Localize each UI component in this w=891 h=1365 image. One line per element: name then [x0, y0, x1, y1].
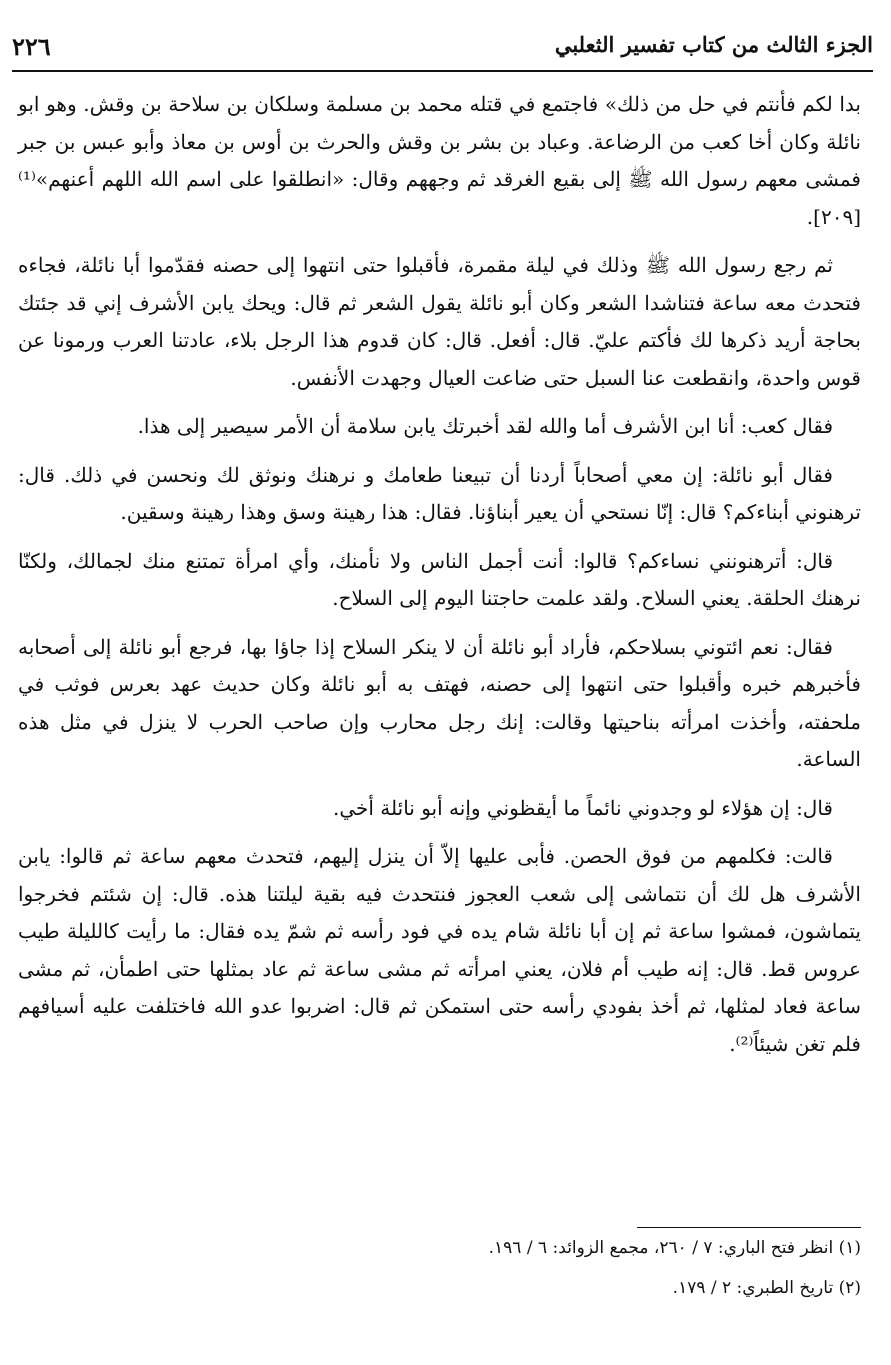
footnotes-section	[18, 1227, 861, 1308]
paragraph-4: فقال أبو نائلة: إن معي أصحاباً أردنا أن تبيعنا طعامك و نرهنك ونوثق لك ونحسن في ذلك. قال: ترهنوني أبناءكم؟ قال: إنّا نستحي أن يعير أبناؤنا. فقال: هذا رهينة وسق وهذا رهينة وسقين.	[18, 462, 861, 524]
header-title: الجزء الثالث من كتاب تفسير الثعلبي	[554, 32, 873, 57]
paragraph-6: فقال: نعم ائتوني بسلاحكم، فأراد أبو نائلة أن لا ينكر السلاح إذا جاؤا بها، فرجع أبو نائلة إلى أصحابه فأخبرهم خبره وأقبلوا حتى انتهوا إلى حصنه، فهتف به أبو نائلة وكان حديث عهد بعرس فوثب في ملحفته، وأخذت امرأته بناحيتها وقالت: إنك رجل محارب وإن صاحب الحرب لا ينزل في مثل هذه الساعة.	[18, 634, 861, 771]
footnote-1: (١) انظر فتح الباري: ٧ / ٢٦٠، مجمع الزوائد: ٦ / ١٩٦.	[488, 1238, 861, 1258]
paragraph-5: قال: أترهنونني نساءكم؟ قالوا: أنت أجمل الناس ولا نأمنك، وأي امرأة تمتنع منك لجمالك، ولكنّا نرهنك الحلقة. يعني السلاح. ولقد علمت حاجتنا اليوم إلى السلاح.	[18, 548, 861, 610]
paragraph-3: فقال كعب: أنا ابن الأشرف أما والله لقد أخبرتك يابن سلامة أن الأمر سيصير إلى هذا.	[137, 414, 833, 438]
page-number: ٢٢٦	[12, 32, 51, 61]
main-text	[18, 86, 861, 1074]
paragraph-8: قالت: فكلمهم من فوق الحصن. فأبى عليها إلاّ أن ينزل إليهم، فتحدث معهم ساعة ثم قالوا: يابن الأشرف هل لك أن نتماشى إلى شعب العجوز فنتحدث فيه بقية ليلتنا هذه. قال: إن شئتم فخرجوا يتماشون، فمشوا ساعة ثم إن أبا نائلة شام يده في فود رأسه ثم شمّ يده فقال: ما رأيت كالليلة طيب عروس قط. قال: إنه طيب أم فلان، يعني امرأته ثم مشى ساعة ثم عاد بمثلها حتى اطمأن، ثم مشى ساعة فعاد لمثلها، ثم أخذ بفودي رأسه حتى استمكن ثم قال: اضربوا عدو الله فاختلفت عليه أسيافهم فلم تغن شيئاً⁽²⁾.	[18, 844, 861, 1056]
paragraph-2: ثم رجع رسول الله ﷺ وذلك في ليلة مقمرة، فأقبلوا حتى انتهوا إلى حصنه فقدّموا أبا نائلة، فجاءه فتحدث معه ساعة فتناشدا الشعر وكان أبو نائلة يقول الشعر ثم قال: ويحك يابن الأشرف إني قد جئتك بحاجة أريد ذكرها لك فأكتم عليّ. قال: أفعل. قال: كان قدوم هذا الرجل بلاء، عادتنا العرب ورمونا عن قوس واحدة، وانقطعت عنا السبل حتى ضاعت العيال وجهدت الأنفس.	[18, 253, 861, 390]
footnote-2: (٢) تاريخ الطبري: ٢ / ١٧٩.	[672, 1278, 861, 1298]
paragraph-7: قال: إن هؤلاء لو وجدوني نائماً ما أيقظوني وإنه أبو نائلة أخي.	[332, 795, 833, 820]
paragraph-1: بدا لكم فأنتم في حل من ذلك» فاجتمع في قتله محمد بن مسلمة وسلكان بن سلاحة بن وقش. وهو ابو نائلة وكان أخا كعب من الرضاعة. وعباد بن بشر بن وقش والحرث بن أوس بن معاذ وأبو عبس بن جبر فمشى معهم رسول الله ﷺ إلى بقيع الغرقد ثم وجههم وقال: «انطلقوا على اسم الله اللهم أعنهم»⁽¹⁾ [٢٠٩].	[18, 92, 861, 229]
running-header	[12, 30, 873, 72]
